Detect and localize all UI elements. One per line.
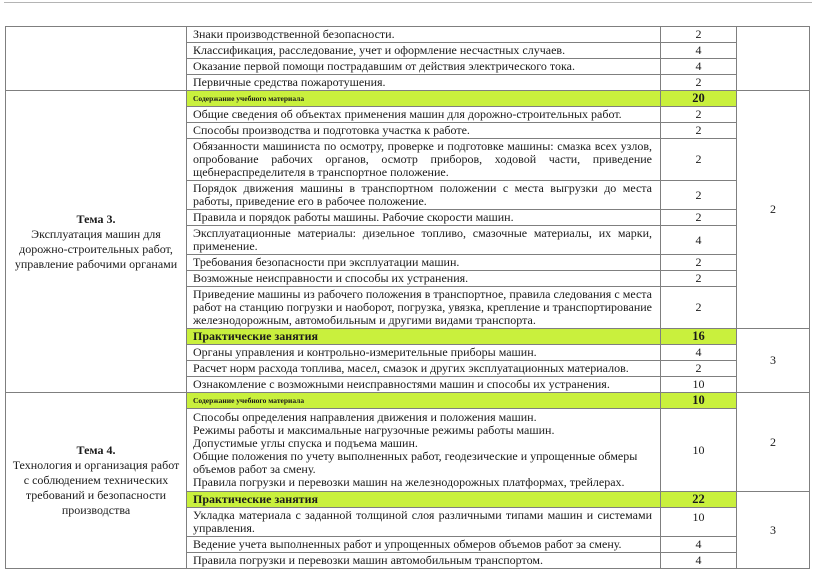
topic-title: Тема 4. — [76, 443, 116, 457]
content-cell: Способы производства и подготовка участка к работе. — [187, 123, 661, 139]
content-cell: Органы управления и контрольно-измерительные приборы машин. — [187, 345, 661, 361]
hours-cell: 2 — [661, 27, 737, 43]
content-cell: Правила и порядок работы машины. Рабочие скорости машин. — [187, 210, 661, 226]
content-line: Общие положения по учету выполненных работ, геодезические и упрощенные обмеры объемов работ за смену. — [193, 449, 638, 476]
section-header-row — [6, 91, 810, 107]
hours-cell: 4 — [661, 59, 737, 75]
level-cell: 2 — [737, 393, 810, 492]
content-cell: Ведение учета выполненных работ и упрощенных обмеров объемов работ за смену. — [187, 537, 661, 553]
topic-cell-tema3 — [6, 91, 187, 393]
section-header-cell: Содержание учебного материала — [187, 393, 661, 409]
content-cell: Порядок движения машины в транспортном положении с места выгрузки до места работы, приведение его в рабочее положение. — [187, 181, 661, 210]
topic-cell-empty — [6, 27, 187, 91]
level-cell-empty — [737, 27, 810, 91]
content-cell: Приведение машины из рабочего положения в транспортное, правила следования с места работ на станцию погрузки и наоборот, погрузка, увязка, крепление и транспортирование железнодорожным, автомобильным и другими видами транспорта. — [187, 287, 661, 329]
section-total-cell: 20 — [661, 91, 737, 107]
hours-cell: 4 — [661, 226, 737, 255]
content-cell: Классификация, расследование, учет и оформление несчастных случаев. — [187, 43, 661, 59]
content-cell: Первичные средства пожаротушения. — [187, 75, 661, 91]
section-total-cell: 22 — [661, 492, 737, 508]
content-cell: Оказание первой помощи пострадавшим от действия электрического тока. — [187, 59, 661, 75]
topic-cell-tema4 — [6, 393, 187, 569]
section-total-cell: 10 — [661, 393, 737, 409]
content-cell: Общие сведения об объектах применения машин для дорожно-строительных работ. — [187, 107, 661, 123]
content-cell — [187, 409, 661, 492]
content-line: Правила погрузки и перевозки машин на железнодорожных платформах, трейлерах. — [193, 475, 625, 489]
section-total-cell: 16 — [661, 329, 737, 345]
content-cell: Эксплуатационные материалы: дизельное топливо, смазочные материалы, их марки, применение. — [187, 226, 661, 255]
hours-cell: 2 — [661, 139, 737, 181]
hours-cell: 4 — [661, 345, 737, 361]
table-row — [6, 27, 810, 43]
hours-cell: 2 — [661, 210, 737, 226]
content-cell: Правила погрузки и перевозки машин автомобильным транспортом. — [187, 553, 661, 569]
level-cell: 3 — [737, 492, 810, 569]
content-cell: Ознакомление с возможными неисправностями машин и способы их устранения. — [187, 377, 661, 393]
hours-cell: 2 — [661, 75, 737, 91]
level-cell: 3 — [737, 329, 810, 393]
topic-body: Эксплуатация машин для дорожно-строительных работ, управление рабочими органами — [14, 226, 178, 271]
page-top-rule — [4, 2, 812, 3]
section-header-cell: Содержание учебного материала — [187, 91, 661, 107]
hours-cell: 10 — [661, 409, 737, 492]
topic-title: Тема 3. — [76, 211, 116, 226]
content-line: Способы определения направления движения и положения машин. — [193, 410, 537, 424]
hours-cell: 2 — [661, 255, 737, 271]
section-header-row — [6, 393, 810, 409]
hours-cell: 10 — [661, 508, 737, 537]
hours-cell: 2 — [661, 181, 737, 210]
topic-body: Технология и организация работ с соблюдением технических требований и безопасности производства — [12, 458, 180, 517]
hours-cell: 2 — [661, 107, 737, 123]
level-cell: 2 — [737, 91, 810, 329]
content-cell: Требования безопасности при эксплуатации машин. — [187, 255, 661, 271]
practical-header-cell: Практические занятия — [187, 492, 661, 508]
curriculum-table — [5, 26, 810, 569]
content-line: Допустимые углы спуска и подъема машин. — [193, 436, 418, 450]
practical-header-cell: Практические занятия — [187, 329, 661, 345]
content-line: Режимы работы и максимальные нагрузочные режимы работы машин. — [193, 423, 555, 437]
hours-cell: 2 — [661, 361, 737, 377]
content-cell: Обязанности машиниста по осмотру, проверке и подготовке машины: смазка всех узлов, опробование рабочих органов, осмотр приборов, ходовой части, приведение щебнераспределителя в транспортное положение. — [187, 139, 661, 181]
hours-cell: 4 — [661, 537, 737, 553]
hours-cell: 2 — [661, 271, 737, 287]
content-cell: Знаки производственной безопасности. — [187, 27, 661, 43]
hours-cell: 2 — [661, 123, 737, 139]
content-cell: Расчет норм расхода топлива, масел, смазок и других эксплуатационных материалов. — [187, 361, 661, 377]
content-cell: Укладка материала с заданной толщиной слоя различными типами машин и системами управления. — [187, 508, 661, 537]
hours-cell: 2 — [661, 287, 737, 329]
content-cell: Возможные неисправности и способы их устранения. — [187, 271, 661, 287]
hours-cell: 4 — [661, 43, 737, 59]
hours-cell: 10 — [661, 377, 737, 393]
hours-cell: 4 — [661, 553, 737, 569]
